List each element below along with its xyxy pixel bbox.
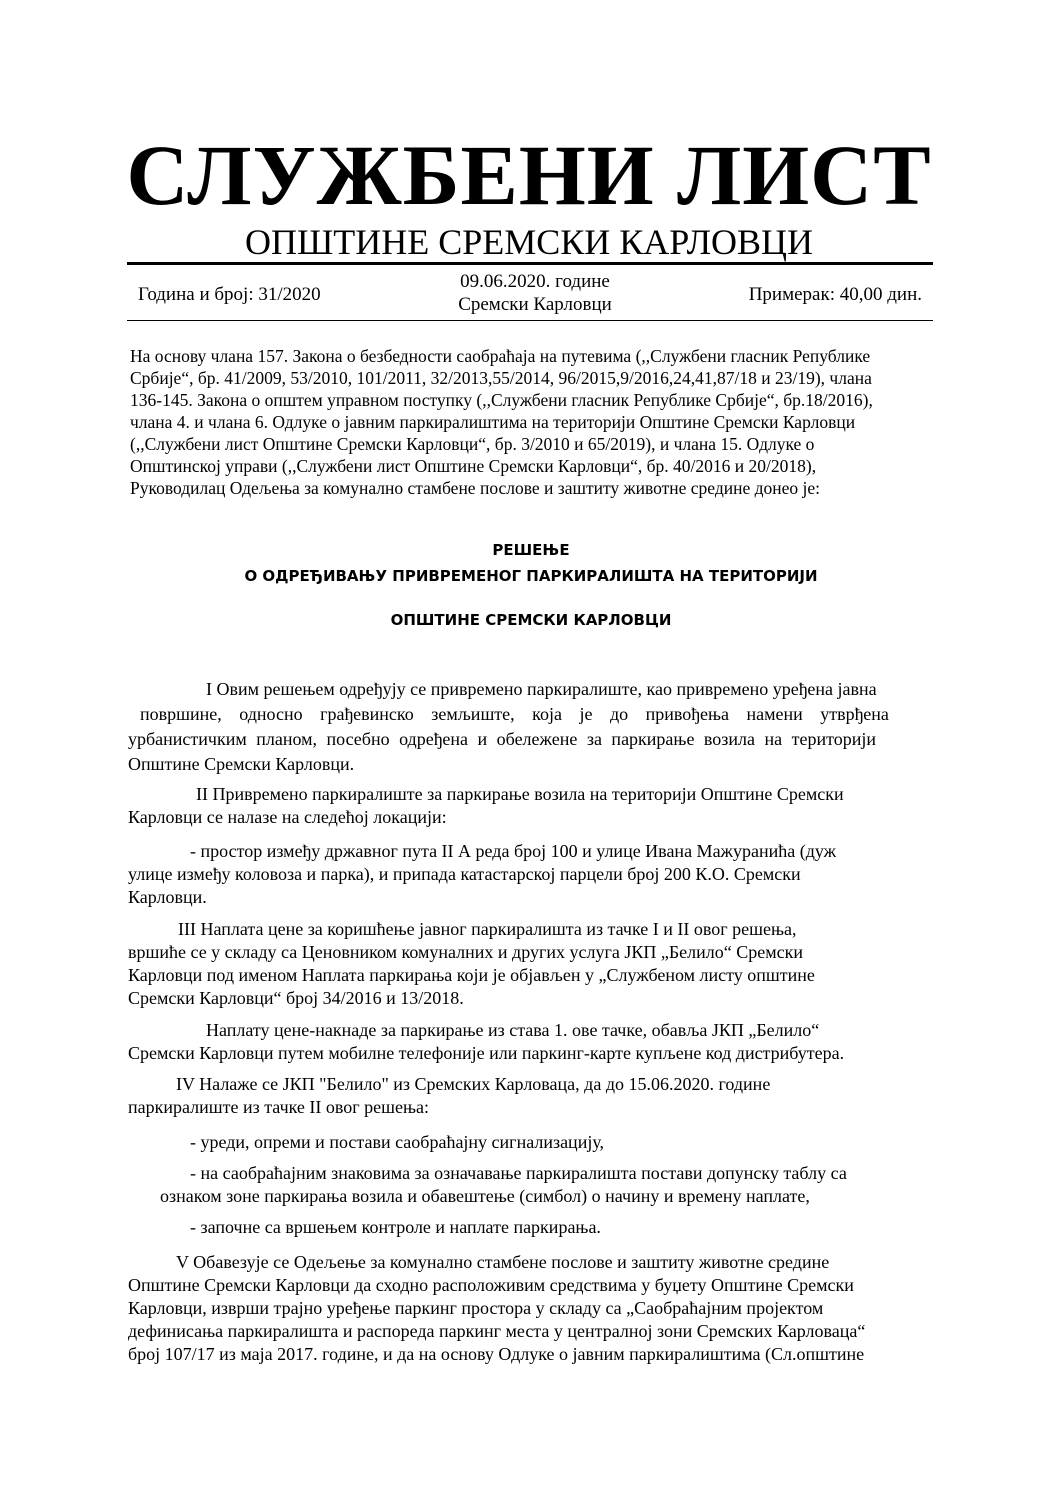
- section-3-line: вршиће се у складу са Ценовником комуналних и других услуга ЈКП „Белило“ Сремски: [128, 942, 803, 962]
- section-2-line: II Привремено паркиралиште за паркирање возила на територији Општине Сремски: [196, 784, 844, 804]
- section-5-line: Карловци, изврши трајно уређење паркинг простора у складу са „Саобраћајним пројектом: [128, 1298, 824, 1318]
- payment-line: Наплату цене-накнаде за паркирање из става 1. ове тачке, обавља ЈКП „Белило“: [206, 1020, 820, 1040]
- preamble-line: 136-145. Закона о општем управном поступку (,,Службени гласник Републике Србије“, бр.18/2016),: [130, 390, 873, 410]
- section-1: [128, 677, 940, 777]
- section-2-line: Карловци се налазе на следећој локацији:: [128, 807, 447, 827]
- section-5-line: дефинисања паркиралишта и распореда паркинг места у централној зони Сремских Карловаца“: [128, 1321, 866, 1341]
- location-line: Карловци.: [128, 887, 207, 907]
- section-4: [128, 1073, 934, 1119]
- decision-subtitle-municipality: ОПШТИНЕ СРЕМСКИ КАРЛОВЦИ: [390, 611, 672, 629]
- issue-date: 09.06.2020. године: [460, 271, 610, 292]
- issue-number: Година и број: 31/2020: [138, 284, 321, 305]
- payment-line: Сремски Карловци путем мобилне телефоније или паркинг-карте купљене код дистрибутера.: [128, 1043, 845, 1063]
- section-4-line: IV Налаже се ЈКП "Белило" из Сремских Карловаца, да до 15.06.2020. године: [176, 1074, 771, 1094]
- preamble-line: Руководилац Одељења за комунално стамбене послове и заштиту животне средине донео је:: [130, 478, 821, 498]
- preamble: [130, 345, 940, 499]
- signage-line: - на саобраћајним знаковима за означавање паркиралишта постави допунску таблу са: [190, 1163, 847, 1183]
- section-3: [128, 918, 934, 1010]
- signage-line: ознаком зоне паркирања возила и обавештење (симбол) о начину и времену наплате,: [160, 1186, 810, 1206]
- masthead-rule-bottom: [127, 320, 933, 321]
- gazette-title: СЛУЖБЕНИ ЛИСТ: [126, 127, 932, 223]
- preamble-line: Општинској управи (,,Службени лист Општине Сремски Карловци“, бр. 40/2016 и 20/2018),: [130, 456, 817, 476]
- section-3-line: Карловци под именом Наплата паркирања који је објављен у „Службеном листу општине: [128, 965, 815, 985]
- section-3-payment: [128, 1019, 934, 1065]
- decision-title: РЕШЕЊЕ: [492, 541, 570, 559]
- location-line: улице између коловоза и парка), и припада катастарској парцели број 200 К.О. Сремски: [128, 864, 801, 884]
- section-4-item: - започне са вршењем контроле и наплате паркирања.: [190, 1217, 601, 1237]
- section-1-line: Општине Сремски Карловци.: [128, 754, 355, 774]
- masthead-rule-top: [127, 262, 933, 265]
- issue-date-place: [435, 270, 635, 316]
- section-4-item: - уреди, опреми и постави саобраћајну сигнализацију,: [190, 1132, 605, 1152]
- section-5-line: број 107/17 из маја 2017. године, и да на основу Одлуке о јавним паркиралиштима (Сл.општине: [128, 1344, 865, 1364]
- section-1-line: I Овим решењем одређују се привремено паркиралиште, као привремено уређена јавна: [206, 679, 877, 699]
- section-3-line: Сремски Карловци“ број 34/2016 и 13/2018.: [128, 988, 464, 1008]
- preamble-line: Србије“, бр. 41/2009, 53/2010, 101/2011, 32/2013,55/2014, 96/2015,9/2016,24,41,87/18 и 23/19), члана: [130, 368, 872, 388]
- section-2-location: [128, 840, 934, 909]
- issue-price: Примерак: 40,00 дин.: [748, 284, 922, 305]
- section-3-line: III Наплата цене за коришћење јавног паркиралишта из тачке I и II овог решења,: [178, 919, 797, 939]
- section-5-line: V Обавезује се Одељење за комунално стамбене послове и заштиту животне средине: [176, 1252, 830, 1272]
- section-4-line: паркиралиште из тачке II овог решења:: [128, 1097, 430, 1117]
- location-line: - простор између државног пута II А реда број 100 и улице Ивана Мажуранића (дуж: [190, 841, 837, 861]
- decision-subtitle: О ОДРЕЂИВАЊУ ПРИВРЕМЕНОГ ПАРКИРАЛИШТА НА ТЕРИТОРИЈИ: [244, 567, 818, 585]
- preamble-line: (,,Службени лист Општине Сремски Карловци“, бр. 3/2010 и 65/2019), и члана 15. Одлуке о: [130, 434, 815, 454]
- section-4-signage: [128, 1162, 934, 1208]
- gazette-subtitle: ОПШТИНЕ СРЕМСКИ КАРЛОВЦИ: [244, 222, 814, 262]
- preamble-line: члана 4. и члана 6. Одлуке о јавним паркиралиштима на територији Општине Сремски Карловци: [130, 412, 856, 432]
- section-2: [128, 783, 934, 829]
- preamble-line: На основу члана 157. Закона о безбедности саобраћаја на путевима (,,Службени гласник Републике: [130, 346, 871, 366]
- section-5-line: Општине Сремски Карловци да сходно расположивим средствима у буџету Општине Сремски: [128, 1275, 854, 1295]
- section-1-line: површине, односно грађевинско земљиште, која је до привођења намени утврђена: [140, 704, 889, 724]
- section-1-line: урбанистичким планом, посебно одређена и обележене за паркирање возила на територији: [128, 729, 877, 749]
- issue-place: Сремски Карловци: [458, 294, 612, 315]
- section-5: [128, 1251, 934, 1366]
